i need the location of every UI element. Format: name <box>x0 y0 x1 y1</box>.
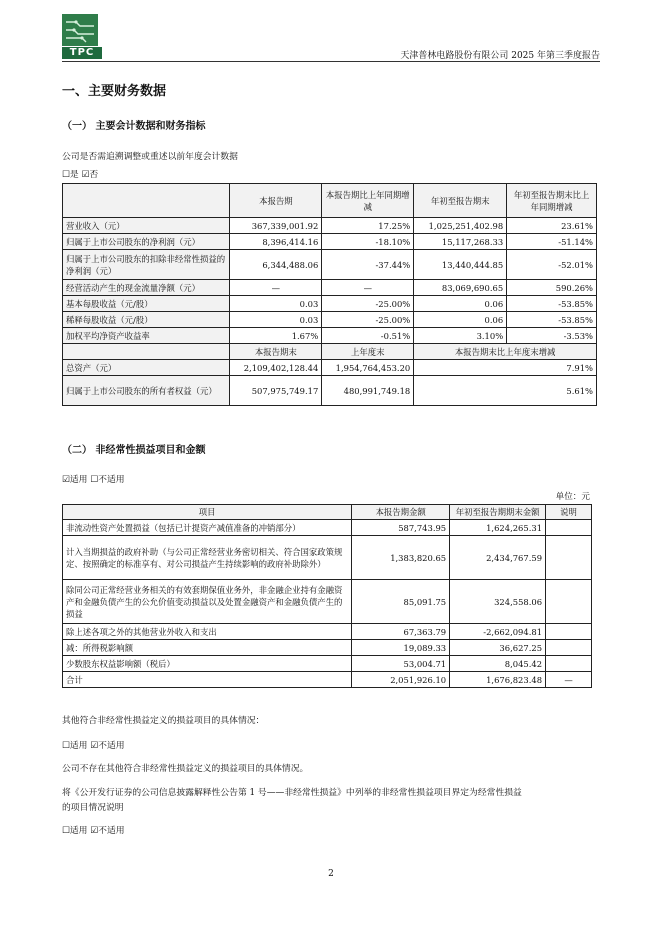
other-items-intro: 其他符合非经常性损益定义的损益项目的具体情况： <box>62 716 265 726</box>
cell: 36,627.25 <box>450 640 546 656</box>
row-label: 除上述各项之外的其他营业外收入和支出 <box>63 624 352 640</box>
cell: 507,975,749.17 <box>230 376 322 406</box>
table-header: 年初至报告期期末金额 <box>450 505 546 520</box>
table-row <box>63 376 597 406</box>
table-header: 本报告期比上年同期增减 <box>322 184 414 218</box>
cell <box>546 656 592 672</box>
other-items-statement: 公司不存在其他符合非经常性损益定义的损益项目的具体情况。 <box>62 764 309 774</box>
cell: 590.26% <box>507 280 597 296</box>
restatement-options: ☐是 ☑否 <box>62 170 99 180</box>
row-label: 归属于上市公司股东的所有者权益（元） <box>63 376 230 406</box>
cell: -53.85% <box>507 296 597 312</box>
cell: 19,089.33 <box>352 640 450 656</box>
cell: -37.44% <box>322 250 414 280</box>
table-header: 项目 <box>63 505 352 520</box>
table-header: 本报告期末 <box>230 344 322 360</box>
row-label: 除同公司正常经营业务相关的有效套期保值业务外，非金融企业持有金融资产和金融负债产生的公允价值变动损益以及处置金融资产和金融负债产生的损益 <box>63 580 352 624</box>
circuit-logo-icon <box>62 14 98 46</box>
cell <box>546 520 592 536</box>
report-title: 天津普林电路股份有限公司 2025 年第三季度报告 <box>400 51 600 61</box>
cell: 8,045.42 <box>450 656 546 672</box>
table-header: 年初至报告期末比上年同期增减 <box>507 184 597 218</box>
cell: -25.00% <box>322 296 414 312</box>
cell: 83,069,690.65 <box>414 280 507 296</box>
cell: -18.10% <box>322 234 414 250</box>
table-header-row <box>63 505 592 520</box>
row-label: 计入当期损益的政府补助（与公司正常经营业务密切相关、符合国家政策规定、按照确定的标准享有、对公司损益产生持续影响的政府补助除外） <box>63 536 352 580</box>
row-label: 非流动性资产处置损益（包括已计提资产减值准备的冲销部分） <box>63 520 352 536</box>
restatement-question: 公司是否需追溯调整或重述以前年度会计数据 <box>62 152 238 162</box>
cell <box>546 580 592 624</box>
reclassification-options: ☐适用 ☑不适用 <box>62 826 125 836</box>
non-recurring-table <box>62 504 592 688</box>
cell: -2,662,094.81 <box>450 624 546 640</box>
cell: — <box>322 280 414 296</box>
cell: -0.51% <box>322 328 414 344</box>
row-label: 总资产（元） <box>63 360 230 376</box>
table-row <box>63 640 592 656</box>
cell: 1,383,820.65 <box>352 536 450 580</box>
table-header-row <box>63 344 597 360</box>
row-label: 少数股东权益影响额（税后） <box>63 656 352 672</box>
cell: 7.91% <box>414 360 597 376</box>
cell: 2,109,402,128.44 <box>230 360 322 376</box>
table-row <box>63 312 597 328</box>
cell: 6,344,488.06 <box>230 250 322 280</box>
cell: 0.06 <box>414 296 507 312</box>
reclassification-explanation-line1: 将《公开发行证券的公司信息披露解释性公告第 1 号——非经常性损益》中列举的非经常性损益项目界定为经常性损益 <box>62 788 522 798</box>
applicable-options: ☑适用 ☐不适用 <box>62 475 125 485</box>
row-label: 基本每股收益（元/股） <box>63 296 230 312</box>
table-row <box>63 656 592 672</box>
row-label: 经营活动产生的现金流量净额（元） <box>63 280 230 296</box>
cell: 1,954,764,453.20 <box>322 360 414 376</box>
subsection-title-1: （一） 主要会计数据和财务指标 <box>62 121 206 132</box>
header-divider <box>62 61 600 62</box>
cell: 5.61% <box>414 376 597 406</box>
table-header: 上年度末 <box>322 344 414 360</box>
cell <box>546 624 592 640</box>
cell: 53,004.71 <box>352 656 450 672</box>
table-header: 本报告期末比上年度末增减 <box>414 344 597 360</box>
cell: 2,051,926.10 <box>352 672 450 688</box>
financial-indicators-table <box>62 183 597 406</box>
subsection-title-2: （二） 非经常性损益项目和金额 <box>62 445 206 456</box>
table-header <box>63 184 230 218</box>
cell: 2,434,767.59 <box>450 536 546 580</box>
page-number: 2 <box>328 869 334 879</box>
cell: — <box>546 672 592 688</box>
cell: 0.03 <box>230 296 322 312</box>
row-label: 稀释每股收益（元/股） <box>63 312 230 328</box>
cell: 324,558.06 <box>450 580 546 624</box>
table-header: 年初至报告期末 <box>414 184 507 218</box>
cell: 0.06 <box>414 312 507 328</box>
table-row <box>63 250 597 280</box>
cell <box>546 536 592 580</box>
company-logo <box>62 14 102 60</box>
table-header: 本报告期 <box>230 184 322 218</box>
table-row <box>63 520 592 536</box>
table-row <box>63 580 592 624</box>
table-header: 说明 <box>546 505 592 520</box>
cell: 480,991,749.18 <box>322 376 414 406</box>
cell: 8,396,414.16 <box>230 234 322 250</box>
table-header <box>63 344 230 360</box>
table-row <box>63 328 597 344</box>
table-row <box>63 624 592 640</box>
row-label: 归属于上市公司股东的净利润（元） <box>63 234 230 250</box>
table-header: 本报告期金额 <box>352 505 450 520</box>
row-label: 减：所得税影响额 <box>63 640 352 656</box>
table-row <box>63 218 597 234</box>
unit-label: 单位：元 <box>555 492 590 502</box>
cell: 367,339,001.92 <box>230 218 322 234</box>
cell: 3.10% <box>414 328 507 344</box>
table-row <box>63 280 597 296</box>
reclassification-explanation-line2: 的项目情况说明 <box>62 803 124 813</box>
row-label: 加权平均净资产收益率 <box>63 328 230 344</box>
cell: 587,743.95 <box>352 520 450 536</box>
cell: 85,091.75 <box>352 580 450 624</box>
cell: 67,363.79 <box>352 624 450 640</box>
cell: 1,025,251,402.98 <box>414 218 507 234</box>
section-title: 一、主要财务数据 <box>62 84 167 99</box>
cell: 13,440,444.85 <box>414 250 507 280</box>
cell: -3.53% <box>507 328 597 344</box>
table-row <box>63 536 592 580</box>
logo-text: TPC <box>62 47 102 59</box>
cell: 17.25% <box>322 218 414 234</box>
cell: 1,624,265.31 <box>450 520 546 536</box>
table-row <box>63 296 597 312</box>
cell: -53.85% <box>507 312 597 328</box>
table-row-total <box>63 672 592 688</box>
cell: 15,117,268.33 <box>414 234 507 250</box>
cell: 1.67% <box>230 328 322 344</box>
cell: -51.14% <box>507 234 597 250</box>
cell: -25.00% <box>322 312 414 328</box>
row-label: 营业收入（元） <box>63 218 230 234</box>
cell: 23.61% <box>507 218 597 234</box>
table-row <box>63 360 597 376</box>
cell: 0.03 <box>230 312 322 328</box>
table-header-row <box>63 184 597 218</box>
cell: 1,676,823.48 <box>450 672 546 688</box>
row-label: 合计 <box>63 672 352 688</box>
table-row <box>63 234 597 250</box>
other-items-options: ☐适用 ☑不适用 <box>62 741 125 751</box>
cell: — <box>230 280 322 296</box>
row-label: 归属于上市公司股东的扣除非经常性损益的净利润（元） <box>63 250 230 280</box>
cell: -52.01% <box>507 250 597 280</box>
cell <box>546 640 592 656</box>
